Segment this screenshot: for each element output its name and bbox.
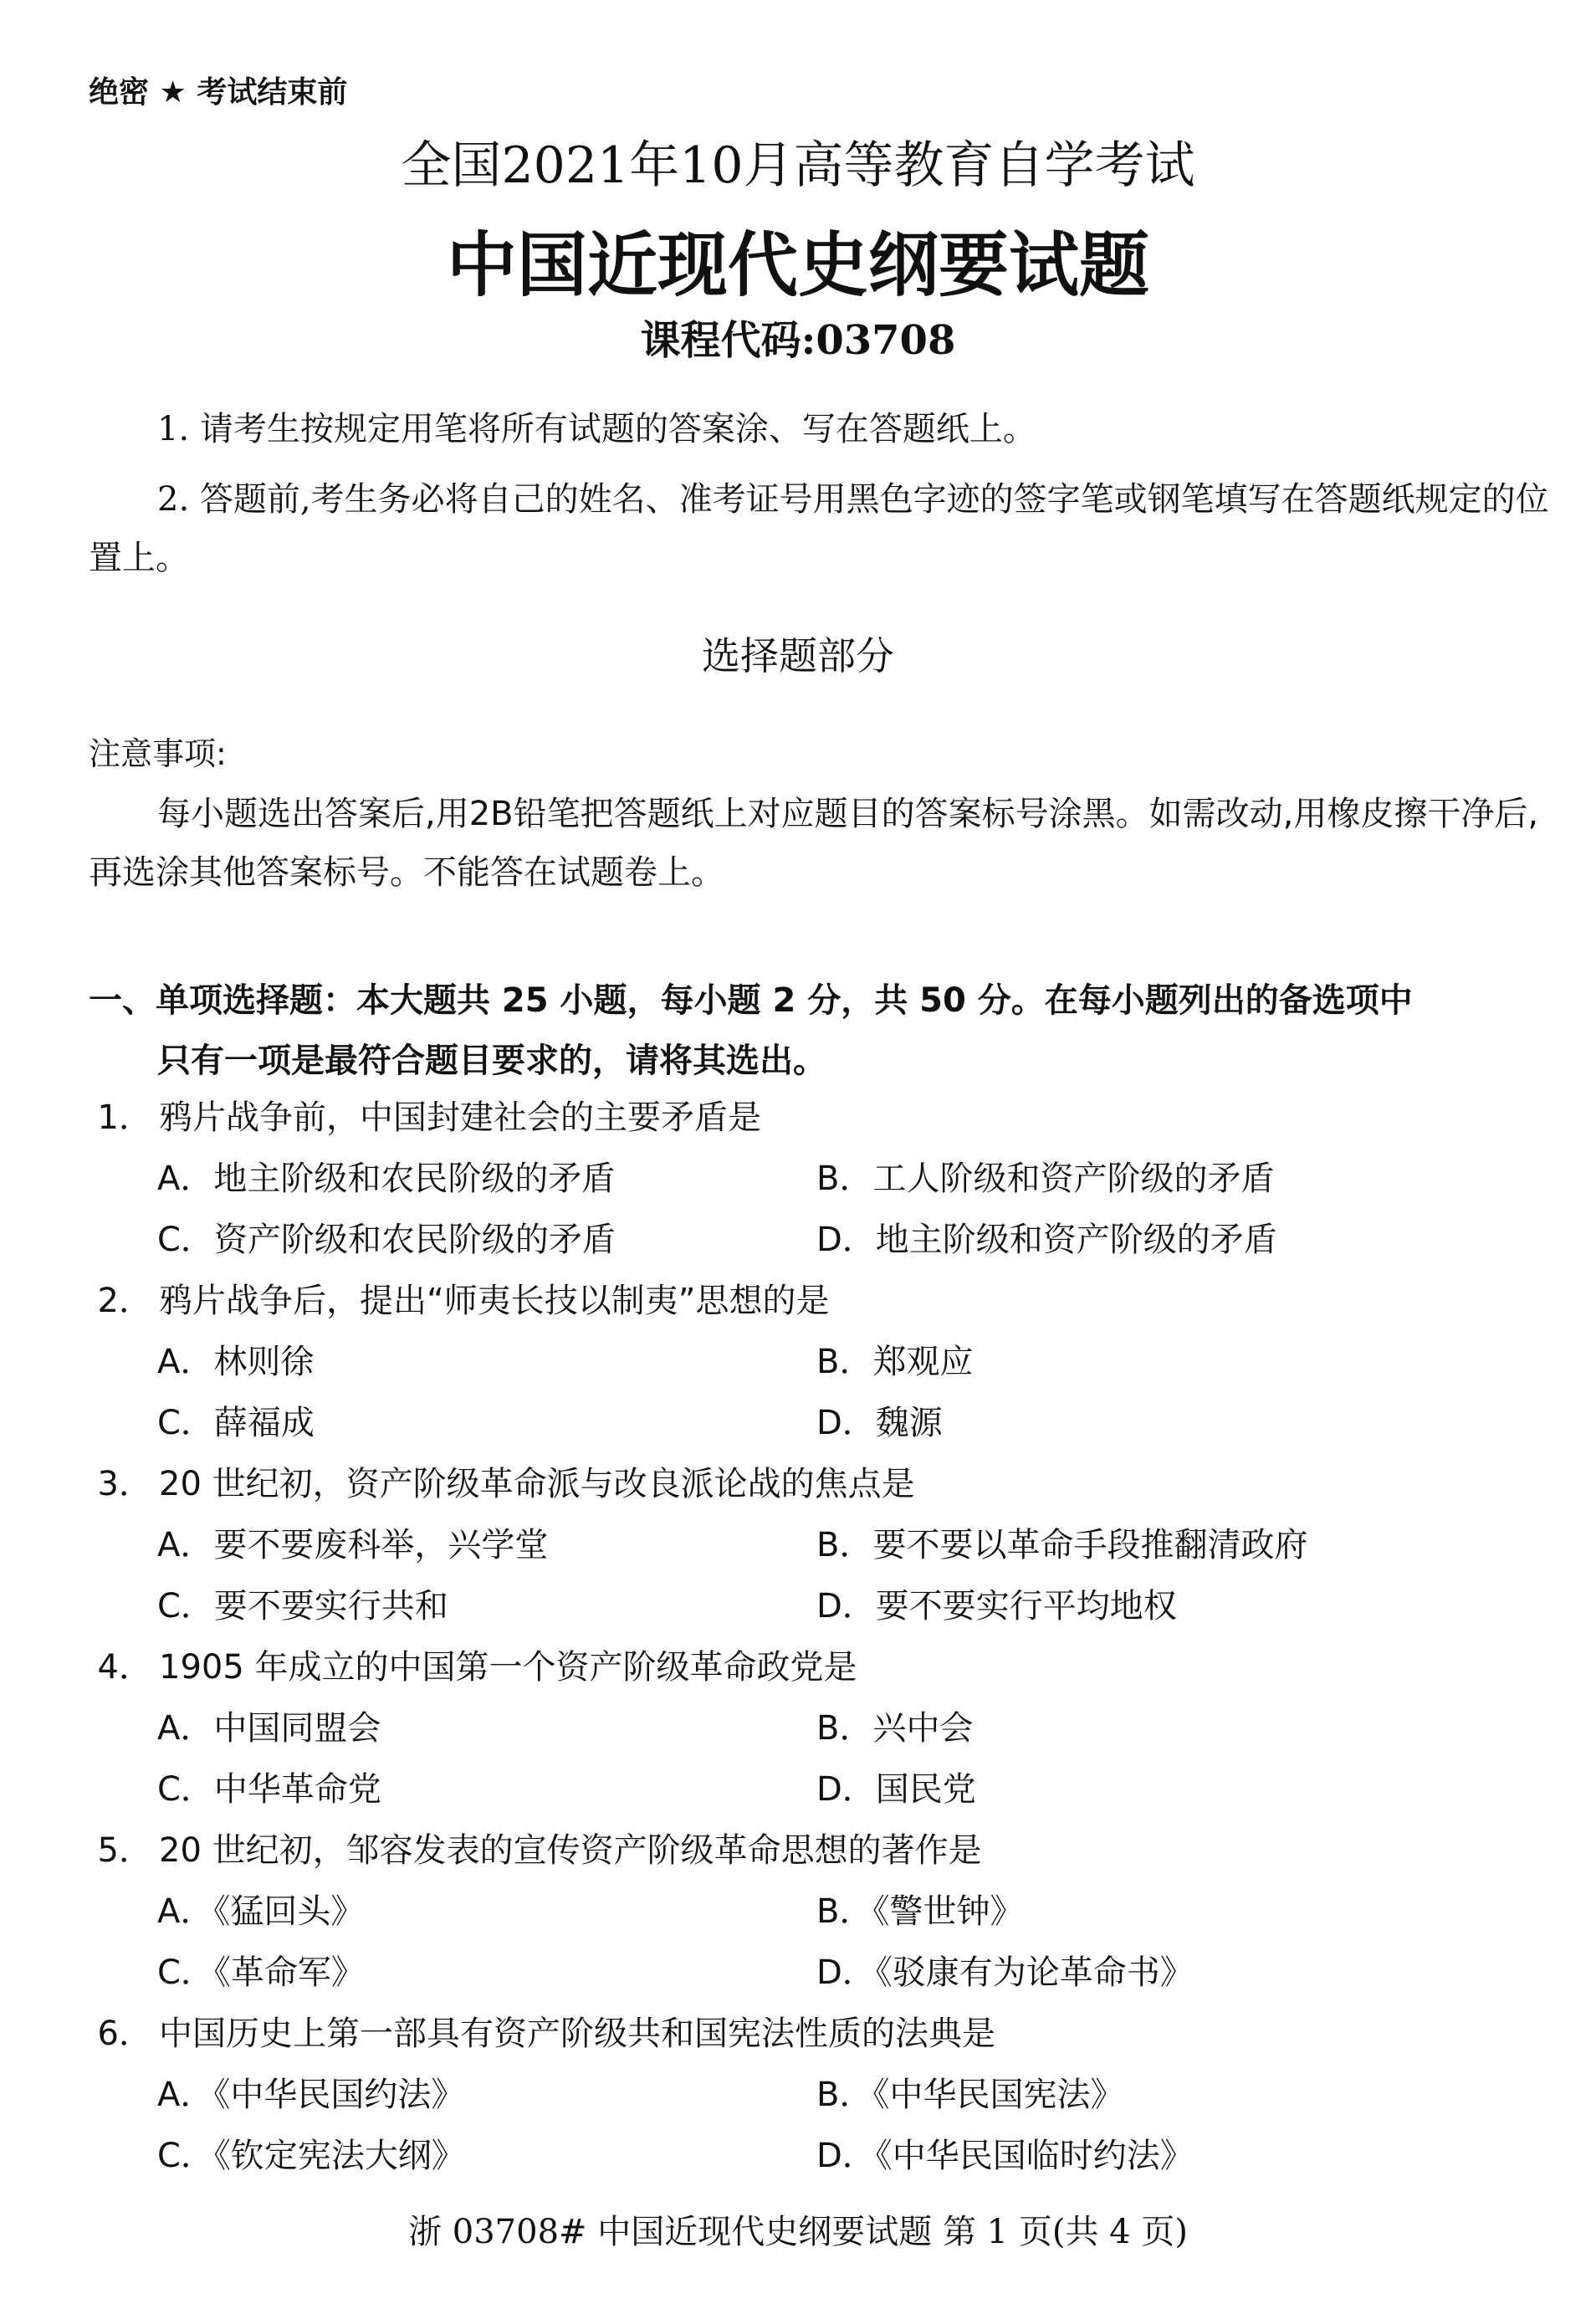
option-c: C．要不要实行共和 [157, 1587, 448, 1626]
option-row [89, 1149, 1561, 1210]
question-stem [89, 1271, 1561, 1332]
option-row [89, 1759, 1561, 1820]
option-c: C．薛福成 [157, 1404, 315, 1442]
question-text: 1905 年成立的中国第一个资产阶级革命政党是 [159, 1648, 857, 1687]
option-row [89, 1210, 1561, 1271]
question-number: 6． [97, 2015, 152, 2053]
option-b: B．要不要以革命手段推翻清政府 [816, 1526, 1308, 1564]
option-row [89, 2065, 1561, 2126]
question-2 [89, 1271, 1561, 1454]
option-row [89, 1393, 1561, 1454]
course-code: 课程代码:03708 [640, 317, 956, 364]
question-number: 5． [97, 1831, 152, 1870]
option-b: B．《警世钟》 [816, 1892, 1024, 1931]
question-stem [89, 1637, 1561, 1698]
option-a: A．《猛回头》 [157, 1892, 365, 1931]
option-row [89, 1332, 1561, 1393]
option-c: C．资产阶级和农民阶级的矛盾 [157, 1221, 616, 1259]
option-b: B．《中华民国宪法》 [816, 2076, 1124, 2114]
question-stem [89, 1454, 1561, 1515]
option-row [89, 1576, 1561, 1637]
instruction-2: 2. 答题前,考生务必将自己的姓名、准考证号用黑色字迹的签字笔或钢笔填写在答题纸规定的位置上。 [89, 480, 1549, 577]
option-row [89, 1882, 1561, 1943]
question-stem [89, 1820, 1561, 1882]
section-title-choice: 选择题部分 [702, 633, 894, 678]
option-c: C．中华革命党 [157, 1770, 381, 1809]
option-b: B．工人阶级和资产阶级的矛盾 [816, 1160, 1275, 1198]
option-row [89, 1515, 1561, 1576]
option-a: A．中国同盟会 [157, 1709, 381, 1748]
notice-text: 每小题选出答案后,用2B铅笔把答题纸上对应题目的答案标号涂黑。如需改动,用橡皮擦干净后,再选涂其他答案标号。不能答在试题卷上。 [89, 795, 1539, 892]
question-stem [89, 1088, 1561, 1149]
option-a: A．地主阶级和农民阶级的矛盾 [157, 1160, 616, 1198]
option-row [89, 1943, 1561, 2004]
option-d: D．《驳康有为论革命书》 [816, 1953, 1194, 1992]
question-3 [89, 1454, 1561, 1637]
option-d: D．《中华民国临时约法》 [816, 2137, 1194, 2175]
notice-label: 注意事项: [89, 735, 227, 772]
question-5 [89, 1820, 1561, 2004]
instruction-1: 1. 请考生按规定用笔将所有试题的答案涂、写在答题纸上。 [157, 410, 1036, 448]
secret-label: 绝密 ★ 考试结束前 [89, 75, 348, 110]
option-a: A．要不要废科举，兴学堂 [157, 1526, 549, 1564]
question-1 [89, 1088, 1561, 1271]
option-b: B．兴中会 [816, 1709, 974, 1748]
option-b: B．郑观应 [816, 1343, 974, 1381]
option-d: D．要不要实行平均地权 [816, 1587, 1177, 1626]
option-a: A．《中华民国约法》 [157, 2076, 465, 2114]
question-4 [89, 1637, 1561, 1820]
exam-title: 全国2021年10月高等教育自学考试 [401, 136, 1195, 195]
question-text: 鸦片战争前，中国封建社会的主要矛盾是 [159, 1098, 761, 1137]
part-one-heading-line1: 一、单项选择题：本大题共 25 小题，每小题 2 分，共 50 分。在每小题列出的备选项中 [89, 981, 1413, 1020]
paper-title: 中国近现代史纲要试题 [446, 223, 1149, 306]
question-list [89, 1088, 1561, 2187]
part-one-heading-line2: 只有一项是最符合题目要求的，请将其选出。 [157, 1042, 826, 1080]
question-6 [89, 2004, 1561, 2187]
option-row [89, 2126, 1561, 2187]
option-c: C．《钦定宪法大纲》 [157, 2137, 465, 2175]
question-number: 1． [97, 1098, 152, 1137]
option-d: D．地主阶级和资产阶级的矛盾 [816, 1221, 1277, 1259]
option-c: C．《革命军》 [157, 1953, 365, 1992]
question-text: 中国历史上第一部具有资产阶级共和国宪法性质的法典是 [159, 2015, 995, 2053]
option-d: D．国民党 [816, 1770, 976, 1809]
option-d: D．魏源 [816, 1404, 943, 1442]
page-footer: 浙 03708# 中国近现代史纲要试题 第 1 页(共 4 页) [408, 2213, 1188, 2251]
question-number: 3． [97, 1465, 152, 1503]
part-one-heading [89, 970, 1544, 1091]
option-row [89, 1698, 1561, 1759]
question-number: 4． [97, 1648, 152, 1687]
question-text: 鸦片战争后，提出“师夷长技以制夷”思想的是 [159, 1282, 830, 1320]
option-a: A．林则徐 [157, 1343, 315, 1381]
question-text: 20 世纪初，资产阶级革命派与改良派论战的焦点是 [159, 1465, 915, 1503]
question-stem [89, 2004, 1561, 2065]
question-number: 2． [97, 1282, 152, 1320]
question-text: 20 世纪初，邹容发表的宣传资产阶级革命思想的著作是 [159, 1831, 982, 1870]
